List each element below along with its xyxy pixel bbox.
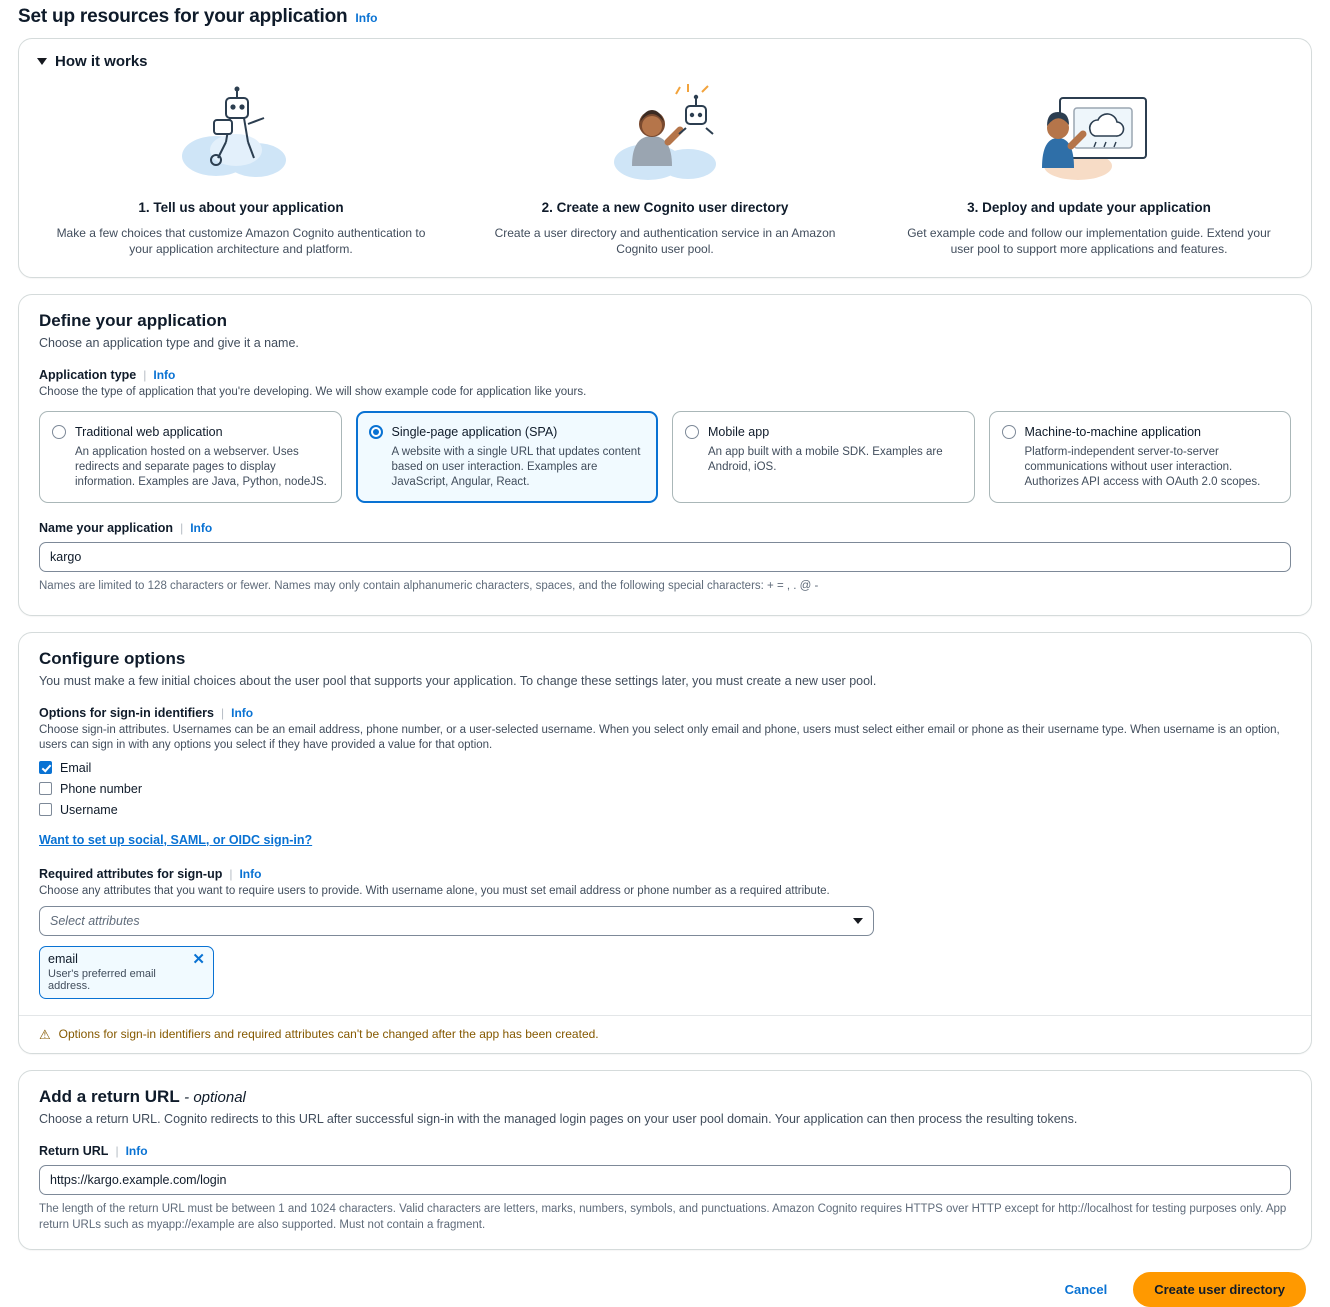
token-title: email — [48, 952, 78, 967]
app-type-option-desc: An app built with a mobile SDK. Examples are Android, iOS. — [708, 445, 943, 474]
app-type-option-title: Mobile app — [708, 424, 770, 439]
required-attributes-label: Required attributes for sign-up — [39, 866, 223, 881]
checkbox-label: Phone number — [60, 781, 143, 796]
required-attributes-label-row — [39, 867, 1291, 881]
form-footer — [0, 1266, 1330, 1307]
how-it-works-step-title: 3. Deploy and update your application — [967, 200, 1211, 215]
chevron-down-icon[interactable] — [37, 58, 47, 65]
person-robot-illustration — [479, 80, 851, 192]
token-description: User's preferred email address. — [48, 968, 156, 993]
radio-icon[interactable] — [1002, 425, 1016, 439]
warning-icon: ⚠ — [39, 1026, 51, 1042]
how-it-works-step — [877, 80, 1301, 257]
alert-text: Options for sign-in identifiers and required attributes can't be changed after the app has been created. — [58, 1027, 599, 1042]
required-attributes-info-link[interactable]: Info — [239, 866, 262, 881]
return-url-info-link[interactable]: Info — [125, 1144, 148, 1159]
attribute-token-email — [39, 946, 214, 999]
app-type-option-title: Traditional web application — [75, 424, 223, 439]
how-it-works-steps — [19, 76, 1311, 277]
application-name-info-link[interactable]: Info — [190, 521, 213, 536]
signin-identifiers-help: Choose sign-in attributes. Usernames can be an email address, phone number, or a user-selected username. When you select only email and phone, users must select either email or phone as their username type. When username is an option, users can sign in with any options you select if they have provided a value for that option. — [39, 723, 1280, 752]
signin-identifiers-checkbox-group — [39, 761, 1291, 817]
app-type-option-desc: An application hosted on a webserver. Uses redirects and separate pages to display information. Examples are Java, Python, nodeJS. — [75, 445, 327, 489]
checkbox-label: Email — [60, 760, 92, 775]
return-url-label-row — [39, 1144, 1291, 1158]
application-type-label: Application type — [39, 368, 137, 383]
page-header — [0, 0, 1330, 38]
application-name-label-row — [39, 521, 1291, 535]
label-divider: | — [143, 368, 147, 383]
presenter-whiteboard-illustration — [903, 80, 1275, 192]
app-type-option-desc: Platform-independent server-to-server communications without user interaction. Authorizes API access with OAuth 2.0 scopes. — [1024, 445, 1261, 489]
page-title: Set up resources for your application — [18, 6, 348, 27]
label-divider: | — [115, 1144, 119, 1159]
cancel-button[interactable]: Cancel — [1059, 1281, 1114, 1298]
application-name-input[interactable] — [39, 542, 1291, 572]
return-url-constraint: The length of the return URL must be between 1 and 1024 characters. Valid characters are letters, marks, numbers, symbols, and punctuations. Amazon Cognito requires HTTPS over HTTP except for http://localhost for testing purposes only. App return URLs such as myapp://example are also supported. Must not contain a fragment. — [39, 1203, 1287, 1232]
checkbox-username[interactable] — [39, 803, 1291, 817]
label-divider: | — [180, 521, 184, 536]
header-info-link[interactable]: Info — [355, 11, 378, 25]
application-type-label-row — [39, 368, 1291, 382]
radio-icon[interactable] — [52, 425, 66, 439]
checkbox-icon[interactable] — [39, 803, 52, 816]
return-url-title-text: Add a return URL — [39, 1087, 180, 1107]
configure-options-subtitle: You must make a few initial choices about the user pool that supports your application. To change these settings later, you must create a new user pool. — [39, 673, 877, 688]
return-url-label: Return URL — [39, 1144, 109, 1159]
app-type-option-title: Machine-to-machine application — [1024, 424, 1201, 439]
label-divider: | — [221, 705, 225, 720]
return-url-input[interactable] — [39, 1165, 1291, 1195]
close-icon[interactable]: ✕ — [192, 951, 205, 969]
chevron-down-icon[interactable] — [853, 918, 863, 924]
configure-options-title: Configure options — [39, 648, 186, 668]
checkbox-email[interactable] — [39, 761, 1291, 775]
radio-icon[interactable] — [685, 425, 699, 439]
configure-options-alert — [19, 1015, 1311, 1053]
how-it-works-step-desc: Create a user directory and authentication service in an Amazon Cognito user pool. — [494, 226, 836, 257]
how-it-works-step — [453, 80, 877, 257]
signin-identifiers-label: Options for sign-in identifiers — [39, 705, 214, 720]
radio-selected-icon[interactable] — [369, 425, 383, 439]
create-user-directory-button[interactable]: Create user directory — [1133, 1272, 1306, 1307]
how-it-works-header[interactable] — [19, 39, 1311, 76]
checkbox-phone-number[interactable] — [39, 782, 1291, 796]
signin-identifiers-info-link[interactable]: Info — [231, 705, 254, 720]
application-type-help: Choose the type of application that you're developing. We will show example code for application like yours. — [39, 386, 587, 399]
required-attributes-help: Choose any attributes that you want to require users to provide. With username alone, you must set email address or phone number as a required attribute. — [39, 884, 830, 897]
return-url-subtitle: Choose a return URL. Cognito redirects to this URL after successful sign-in with the managed login pages on your user pool domain. Your application can then process the resulting tokens. — [39, 1112, 1078, 1127]
how-it-works-step-title: 1. Tell us about your application — [138, 200, 344, 215]
return-url-optional-tag: - optional — [184, 1089, 246, 1107]
required-attributes-select[interactable] — [39, 906, 874, 936]
checkbox-label: Username — [60, 802, 118, 817]
checkbox-icon[interactable] — [39, 782, 52, 795]
how-it-works-step-desc: Get example code and follow our implementation guide. Extend your user pool to support more applications and features. — [907, 226, 1271, 257]
signin-identifiers-label-row — [39, 706, 1291, 720]
define-application-card — [18, 294, 1312, 615]
define-application-subtitle: Choose an application type and give it a name. — [39, 336, 299, 351]
robot-cloud-illustration — [55, 80, 427, 192]
how-it-works-title: How it works — [55, 53, 148, 70]
federated-signin-link[interactable]: Want to set up social, SAML, or OIDC sign-in? — [39, 832, 313, 847]
application-type-options — [39, 411, 1291, 504]
app-type-option-traditional-web[interactable] — [39, 411, 342, 504]
configure-options-card — [18, 632, 1312, 1055]
how-it-works-card — [18, 38, 1312, 278]
app-type-option-machine-to-machine[interactable] — [989, 411, 1292, 504]
application-name-constraint: Names are limited to 128 characters or fewer. Names may only contain alphanumeric characters, spaces, and the following special characters: + = , . @ - — [39, 580, 819, 593]
define-application-title: Define your application — [39, 311, 227, 331]
app-type-option-desc: A website with a single URL that updates content based on user interaction. Examples are JavaScript, Angular, React. — [391, 445, 641, 489]
app-type-option-spa[interactable] — [356, 411, 659, 504]
label-divider: | — [229, 866, 233, 881]
how-it-works-step-desc: Make a few choices that customize Amazon Cognito authentication to your application architecture and platform. — [56, 226, 426, 257]
return-url-card — [18, 1070, 1312, 1250]
how-it-works-step-title: 2. Create a new Cognito user directory — [541, 200, 789, 215]
application-name-label: Name your application — [39, 521, 174, 536]
application-type-info-link[interactable]: Info — [153, 368, 176, 383]
app-type-option-mobile[interactable] — [672, 411, 975, 504]
checkbox-checked-icon[interactable] — [39, 761, 52, 774]
app-type-option-title: Single-page application (SPA) — [391, 424, 558, 439]
return-url-title — [39, 1087, 1291, 1107]
how-it-works-step — [29, 80, 453, 257]
select-placeholder: Select attributes — [50, 914, 140, 929]
